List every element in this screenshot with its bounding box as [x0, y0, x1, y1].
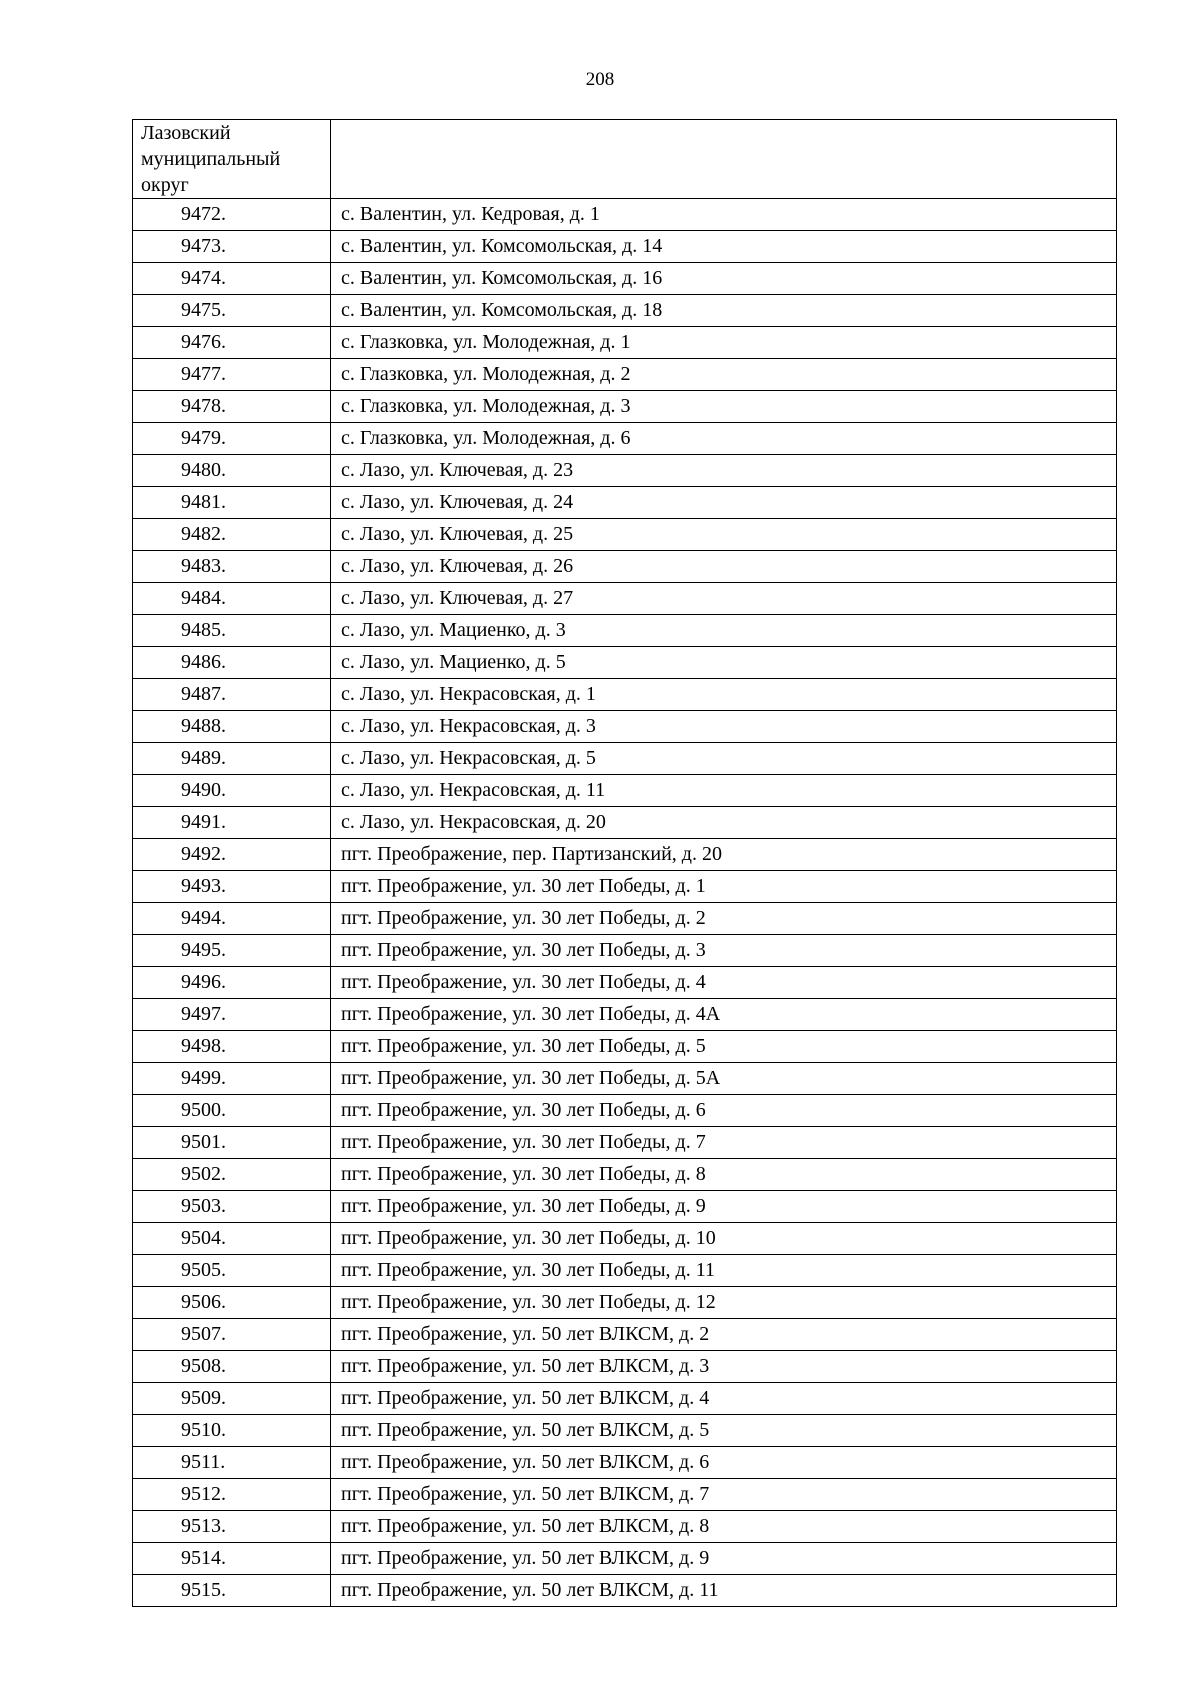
row-number-cell: 9512.	[133, 1479, 331, 1511]
address-cell: с. Лазо, ул. Ключевая, д. 24	[331, 487, 1117, 519]
district-address-cell	[331, 120, 1117, 199]
address-cell: с. Лазо, ул. Мациенко, д. 3	[331, 615, 1117, 647]
table-row	[133, 1255, 1117, 1287]
address-cell: с. Валентин, ул. Комсомольская, д. 14	[331, 231, 1117, 263]
address-table-body	[133, 120, 1117, 1607]
row-number-cell: 9489.	[133, 743, 331, 775]
row-number-cell: 9483.	[133, 551, 331, 583]
row-number-cell: 9472.	[133, 199, 331, 231]
table-row	[133, 455, 1117, 487]
row-number-cell: 9510.	[133, 1415, 331, 1447]
table-row	[133, 999, 1117, 1031]
page-number: 208	[585, 69, 615, 90]
address-cell: с. Лазо, ул. Ключевая, д. 23	[331, 455, 1117, 487]
table-row	[133, 519, 1117, 551]
table-row	[133, 1287, 1117, 1319]
table-row	[133, 391, 1117, 423]
table-row	[133, 231, 1117, 263]
row-number-cell: 9476.	[133, 327, 331, 359]
row-number-cell: 9494.	[133, 903, 331, 935]
table-row	[133, 359, 1117, 391]
table-row	[133, 327, 1117, 359]
row-number-cell: 9478.	[133, 391, 331, 423]
row-number-cell: 9473.	[133, 231, 331, 263]
address-cell: пгт. Преображение, ул. 30 лет Победы, д. 12	[331, 1287, 1117, 1319]
table-row	[133, 1031, 1117, 1063]
row-number-cell: 9504.	[133, 1223, 331, 1255]
address-cell: пгт. Преображение, ул. 50 лет ВЛКСМ, д. 7	[331, 1479, 1117, 1511]
address-cell: с. Глазковка, ул. Молодежная, д. 6	[331, 423, 1117, 455]
table-row	[133, 583, 1117, 615]
table-row	[133, 903, 1117, 935]
address-cell: с. Лазо, ул. Мациенко, д. 5	[331, 647, 1117, 679]
row-number-cell: 9498.	[133, 1031, 331, 1063]
row-number-cell: 9477.	[133, 359, 331, 391]
address-cell: с. Лазо, ул. Некрасовская, д. 11	[331, 775, 1117, 807]
table-row	[133, 647, 1117, 679]
row-number-cell: 9508.	[133, 1351, 331, 1383]
table-row	[133, 423, 1117, 455]
row-number-cell: 9505.	[133, 1255, 331, 1287]
address-cell: пгт. Преображение, ул. 30 лет Победы, д. 10	[331, 1223, 1117, 1255]
table-row	[133, 967, 1117, 999]
table-row	[133, 1191, 1117, 1223]
table-row	[133, 1319, 1117, 1351]
address-cell: пгт. Преображение, ул. 50 лет ВЛКСМ, д. 3	[331, 1351, 1117, 1383]
table-row	[133, 743, 1117, 775]
row-number-cell: 9486.	[133, 647, 331, 679]
table-row	[133, 1159, 1117, 1191]
address-cell: с. Валентин, ул. Комсомольская, д. 16	[331, 263, 1117, 295]
row-number-cell: 9482.	[133, 519, 331, 551]
row-number-cell: 9480.	[133, 455, 331, 487]
table-row	[133, 1575, 1117, 1607]
row-number-cell: 9511.	[133, 1447, 331, 1479]
row-number-cell: 9475.	[133, 295, 331, 327]
row-number-cell: 9497.	[133, 999, 331, 1031]
address-cell: с. Лазо, ул. Некрасовская, д. 5	[331, 743, 1117, 775]
address-cell: с. Глазковка, ул. Молодежная, д. 3	[331, 391, 1117, 423]
address-cell: с. Лазо, ул. Ключевая, д. 26	[331, 551, 1117, 583]
row-number-cell: 9490.	[133, 775, 331, 807]
address-cell: с. Лазо, ул. Некрасовская, д. 3	[331, 711, 1117, 743]
table-row	[133, 1479, 1117, 1511]
address-cell: пгт. Преображение, ул. 50 лет ВЛКСМ, д. 4	[331, 1383, 1117, 1415]
table-row	[133, 775, 1117, 807]
table-row	[133, 263, 1117, 295]
row-number-cell: 9506.	[133, 1287, 331, 1319]
table-row	[133, 1063, 1117, 1095]
table-row	[133, 295, 1117, 327]
address-cell: с. Лазо, ул. Ключевая, д. 27	[331, 583, 1117, 615]
address-cell: пгт. Преображение, ул. 30 лет Победы, д. 1	[331, 871, 1117, 903]
address-cell: пгт. Преображение, ул. 30 лет Победы, д. 4А	[331, 999, 1117, 1031]
address-cell: пгт. Преображение, ул. 30 лет Победы, д. 5	[331, 1031, 1117, 1063]
row-number-cell: 9495.	[133, 935, 331, 967]
table-row	[133, 1127, 1117, 1159]
row-number-cell: 9491.	[133, 807, 331, 839]
address-cell: пгт. Преображение, ул. 50 лет ВЛКСМ, д. 9	[331, 1543, 1117, 1575]
table-row	[133, 1415, 1117, 1447]
row-number-cell: 9507.	[133, 1319, 331, 1351]
address-cell: пгт. Преображение, ул. 30 лет Победы, д. 2	[331, 903, 1117, 935]
table-row	[133, 1511, 1117, 1543]
row-number-cell: 9513.	[133, 1511, 331, 1543]
row-number-cell: 9499.	[133, 1063, 331, 1095]
address-cell: пгт. Преображение, ул. 30 лет Победы, д. 3	[331, 935, 1117, 967]
district-header-row	[133, 120, 1117, 199]
row-number-cell: 9515.	[133, 1575, 331, 1607]
row-number-cell: 9484.	[133, 583, 331, 615]
row-number-cell: 9479.	[133, 423, 331, 455]
row-number-cell: 9488.	[133, 711, 331, 743]
row-number-cell: 9496.	[133, 967, 331, 999]
row-number-cell: 9514.	[133, 1543, 331, 1575]
table-row	[133, 1543, 1117, 1575]
table-row	[133, 935, 1117, 967]
row-number-cell: 9492.	[133, 839, 331, 871]
table-row	[133, 711, 1117, 743]
address-cell: с. Лазо, ул. Некрасовская, д. 20	[331, 807, 1117, 839]
address-cell: с. Валентин, ул. Кедровая, д. 1	[331, 199, 1117, 231]
address-cell: с. Глазковка, ул. Молодежная, д. 2	[331, 359, 1117, 391]
address-cell: пгт. Преображение, ул. 30 лет Победы, д. 9	[331, 1191, 1117, 1223]
table-row	[133, 1447, 1117, 1479]
address-cell: с. Лазо, ул. Ключевая, д. 25	[331, 519, 1117, 551]
row-number-cell: 9474.	[133, 263, 331, 295]
address-cell: пгт. Преображение, ул. 30 лет Победы, д. 7	[331, 1127, 1117, 1159]
address-cell: пгт. Преображение, ул. 50 лет ВЛКСМ, д. 5	[331, 1415, 1117, 1447]
address-cell: пгт. Преображение, ул. 50 лет ВЛКСМ, д. 8	[331, 1511, 1117, 1543]
table-row	[133, 1351, 1117, 1383]
address-cell: с. Глазковка, ул. Молодежная, д. 1	[331, 327, 1117, 359]
address-table	[132, 119, 1117, 1607]
table-row	[133, 839, 1117, 871]
table-row	[133, 487, 1117, 519]
table-row	[133, 1223, 1117, 1255]
table-row	[133, 807, 1117, 839]
row-number-cell: 9503.	[133, 1191, 331, 1223]
row-number-cell: 9501.	[133, 1127, 331, 1159]
row-number-cell: 9487.	[133, 679, 331, 711]
table-row	[133, 615, 1117, 647]
table-row	[133, 871, 1117, 903]
address-cell: пгт. Преображение, ул. 30 лет Победы, д. 11	[331, 1255, 1117, 1287]
address-cell: пгт. Преображение, ул. 30 лет Победы, д. 8	[331, 1159, 1117, 1191]
row-number-cell: 9509.	[133, 1383, 331, 1415]
address-cell: с. Лазо, ул. Некрасовская, д. 1	[331, 679, 1117, 711]
table-row	[133, 1095, 1117, 1127]
table-row	[133, 1383, 1117, 1415]
row-number-cell: 9493.	[133, 871, 331, 903]
table-row	[133, 679, 1117, 711]
table-row	[133, 199, 1117, 231]
table-row	[133, 551, 1117, 583]
row-number-cell: 9481.	[133, 487, 331, 519]
row-number-cell: 9500.	[133, 1095, 331, 1127]
address-cell: пгт. Преображение, ул. 30 лет Победы, д. 5А	[331, 1063, 1117, 1095]
row-number-cell: 9502.	[133, 1159, 331, 1191]
address-cell: пгт. Преображение, ул. 30 лет Победы, д. 4	[331, 967, 1117, 999]
address-cell: пгт. Преображение, ул. 50 лет ВЛКСМ, д. 11	[331, 1575, 1117, 1607]
address-cell: с. Валентин, ул. Комсомольская, д. 18	[331, 295, 1117, 327]
district-name-cell: Лазовский муниципальный округ	[133, 120, 331, 199]
address-cell: пгт. Преображение, ул. 50 лет ВЛКСМ, д. 6	[331, 1447, 1117, 1479]
address-cell: пгт. Преображение, пер. Партизанский, д. 20	[331, 839, 1117, 871]
address-cell: пгт. Преображение, ул. 30 лет Победы, д. 6	[331, 1095, 1117, 1127]
address-cell: пгт. Преображение, ул. 50 лет ВЛКСМ, д. 2	[331, 1319, 1117, 1351]
row-number-cell: 9485.	[133, 615, 331, 647]
